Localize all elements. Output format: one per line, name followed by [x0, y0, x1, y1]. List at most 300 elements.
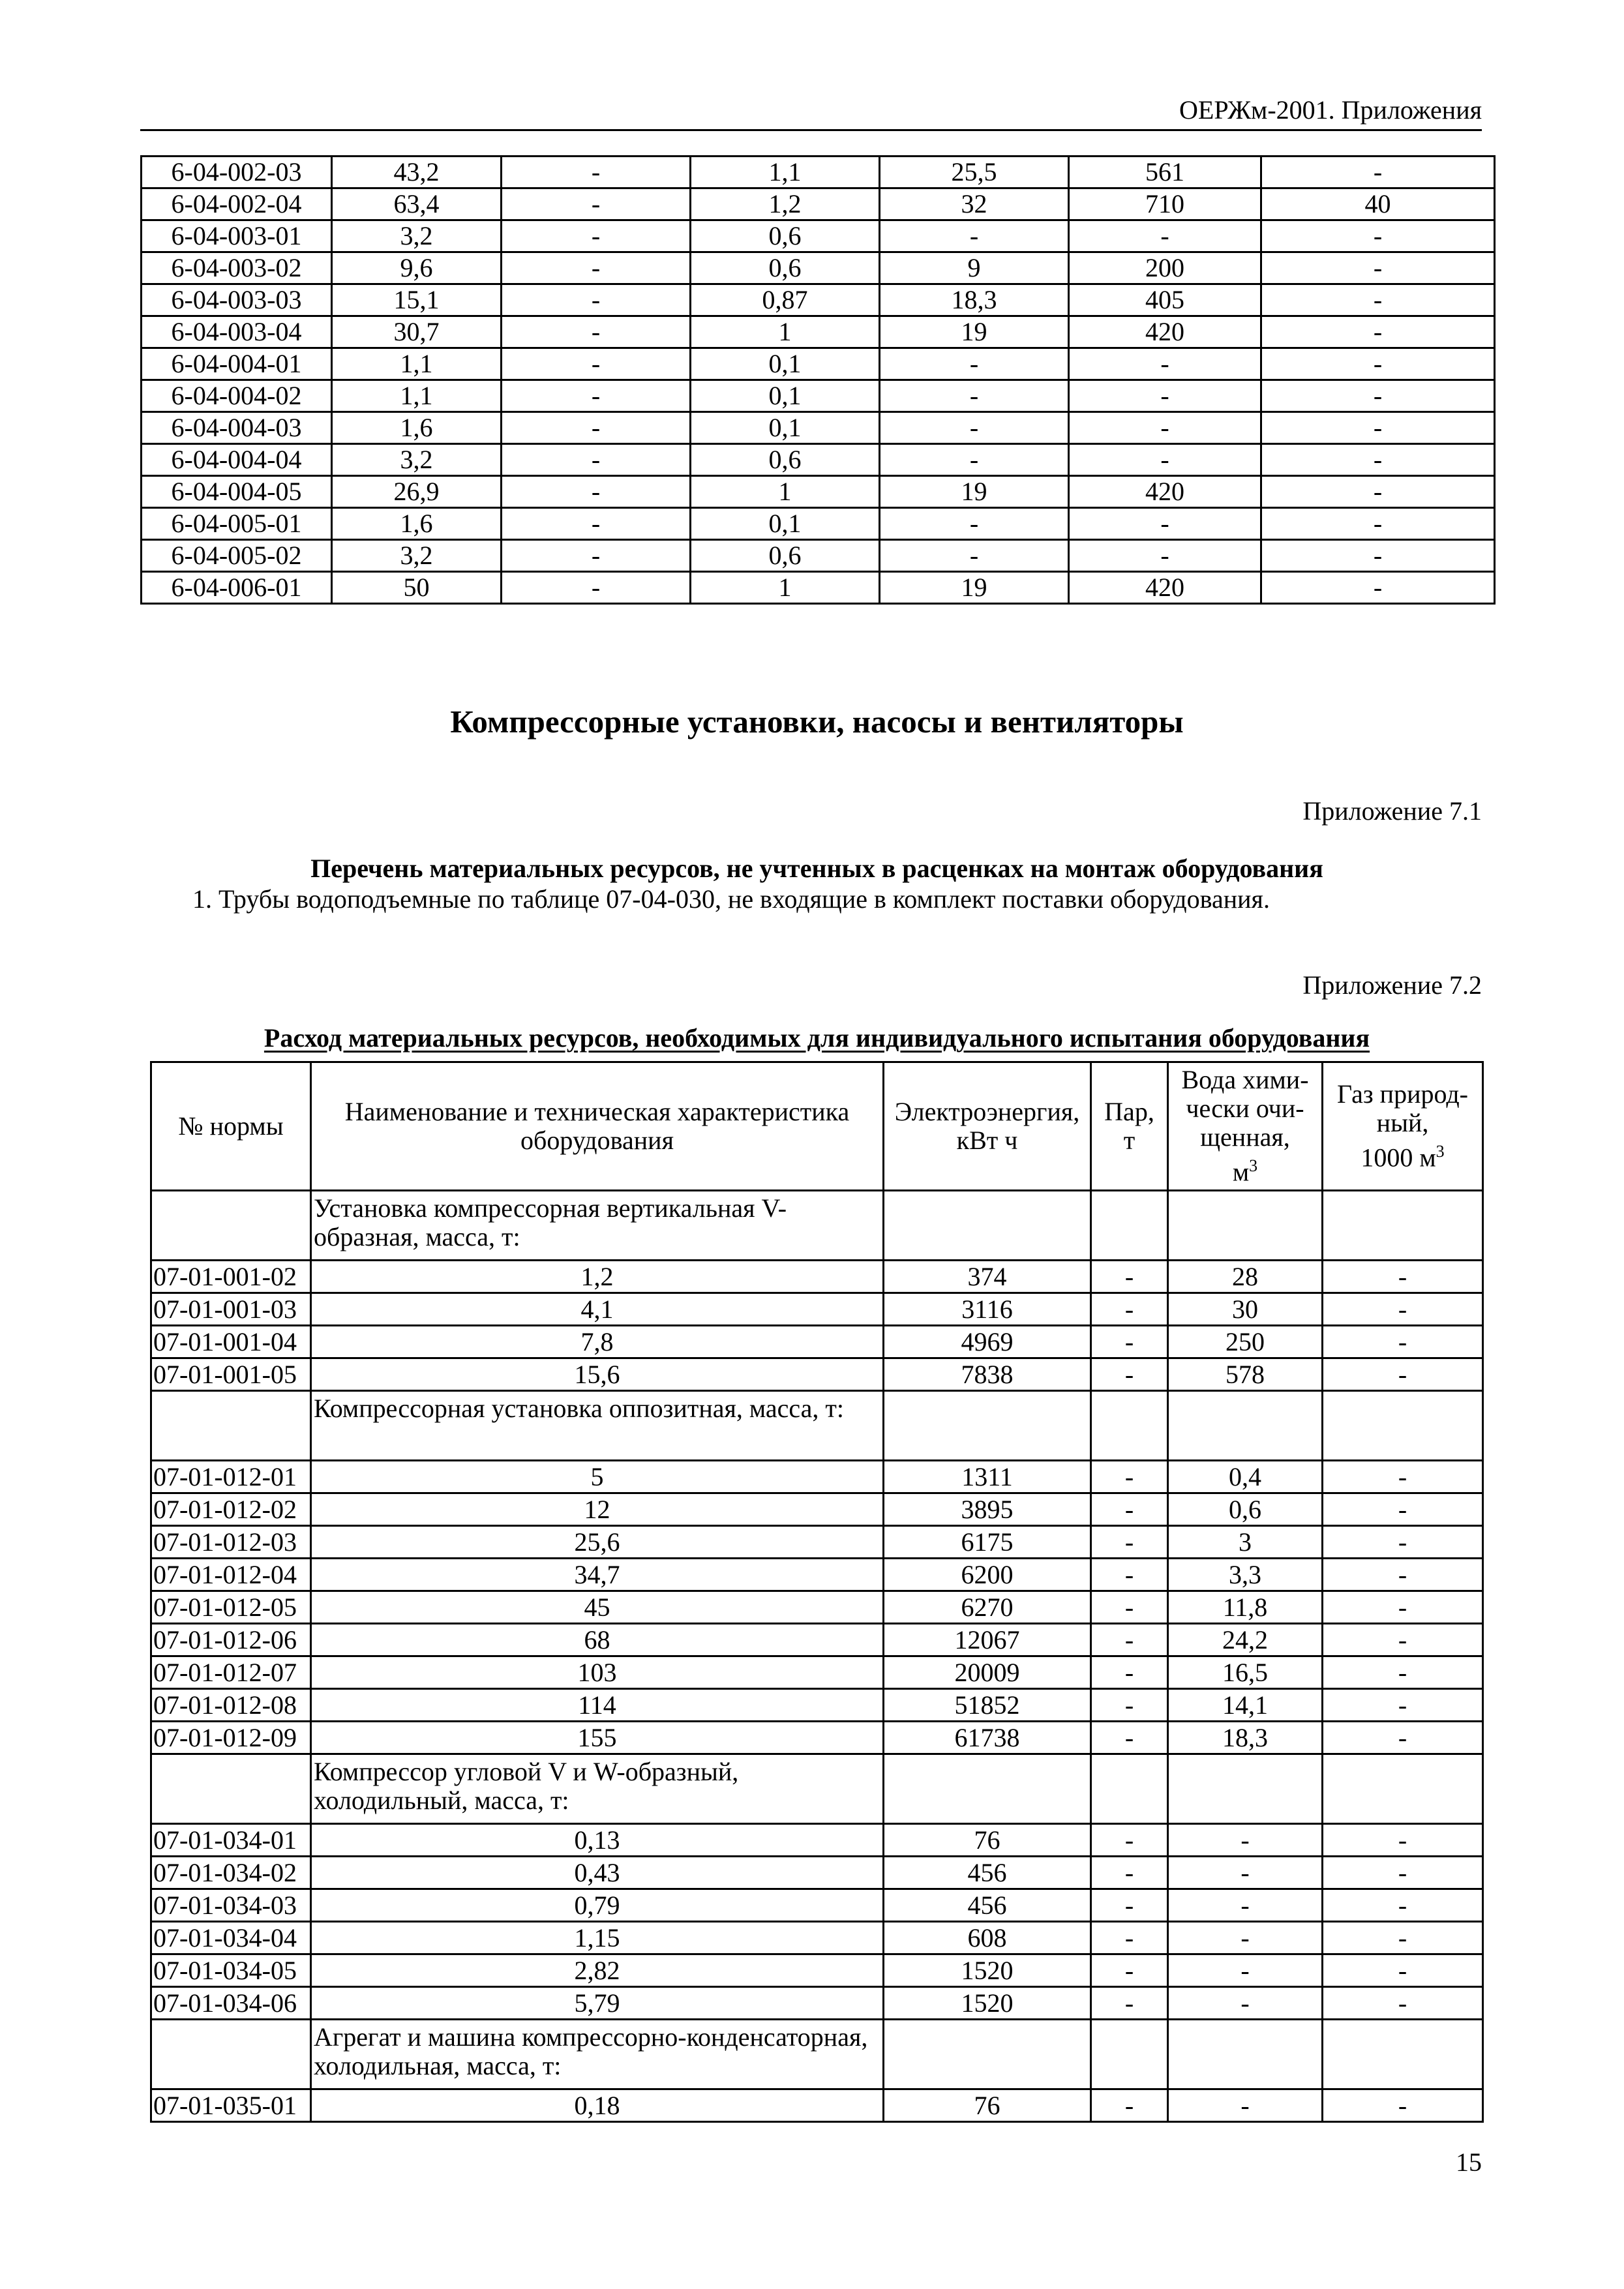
table-cell: -: [502, 157, 691, 188]
table-cell: 710: [1069, 188, 1261, 220]
table-cell: -: [1091, 1559, 1168, 1591]
table-row: [151, 1624, 1483, 1656]
table-cell: -: [880, 508, 1069, 540]
table-cell: -: [1323, 1261, 1483, 1293]
section-title: Компрессорные установки, насосы и вентиляторы: [450, 704, 1184, 740]
table-cell: 19: [880, 476, 1069, 508]
table-row: [142, 540, 1495, 572]
table-cell: -: [1323, 1326, 1483, 1358]
table-cell: -: [1261, 348, 1495, 380]
table-cell: -: [1091, 1461, 1168, 1493]
table-cell: -: [502, 284, 691, 316]
table-cell: -: [1261, 540, 1495, 572]
table-cell: 26,9: [332, 476, 502, 508]
table-row: [151, 1824, 1483, 1857]
table-cell: -: [1323, 1954, 1483, 1987]
table-cell: 1,6: [332, 412, 502, 444]
table-cell: -: [1091, 1889, 1168, 1922]
table-cell: 19: [880, 316, 1069, 348]
table-cell: -: [502, 380, 691, 412]
table-cell: 18,3: [1168, 1722, 1323, 1754]
table-cell: -: [1323, 1824, 1483, 1857]
norm-code: 07-01-034-06: [151, 1987, 311, 2020]
table-cell: -: [1069, 540, 1261, 572]
table-cell: 24,2: [1168, 1624, 1323, 1656]
table-cell: 0,43: [311, 1857, 884, 1889]
table-cell: 7,8: [311, 1326, 884, 1358]
empty-cell: [884, 1391, 1091, 1461]
table-cell: 30,7: [332, 316, 502, 348]
norm-code: 07-01-012-05: [151, 1591, 311, 1624]
group-label: Агрегат и машина компрессорно-конденсаторная, холодильная, масса, т:: [311, 2020, 884, 2089]
table-cell: -: [1168, 1889, 1323, 1922]
table-cell: 155: [311, 1722, 884, 1754]
group-label: Установка компрессорная вертикальная V-образная, масса, т:: [311, 1191, 884, 1261]
table-cell: -: [1091, 1722, 1168, 1754]
table-cell: 0,6: [691, 252, 880, 284]
table-cell: 578: [1168, 1358, 1323, 1391]
norm-code: 07-01-012-04: [151, 1559, 311, 1591]
table-cell: -: [1168, 1857, 1323, 1889]
table-row: [151, 1326, 1483, 1358]
table-row: [142, 508, 1495, 540]
table-cell: -: [1323, 1293, 1483, 1326]
table-cell: 1,2: [691, 188, 880, 220]
table-row: [142, 380, 1495, 412]
table-cell: -: [1091, 1261, 1168, 1293]
empty-cell: [1168, 1754, 1323, 1824]
table-cell: 420: [1069, 476, 1261, 508]
table-cell: 6-04-003-01: [142, 220, 332, 252]
table-cell: -: [502, 540, 691, 572]
table-cell: -: [1323, 1857, 1483, 1889]
table-cell: -: [1323, 1526, 1483, 1559]
table-cell: -: [1261, 252, 1495, 284]
table-cell: 11,8: [1168, 1591, 1323, 1624]
table-cell: -: [1261, 444, 1495, 476]
table-row: [151, 1954, 1483, 1987]
table-cell: -: [1069, 220, 1261, 252]
header-rule: [140, 129, 1482, 131]
empty-cell: [1168, 1191, 1323, 1261]
table-cell: 40: [1261, 188, 1495, 220]
table-cell: -: [1091, 1326, 1168, 1358]
table-cell: 0,6: [1168, 1493, 1323, 1526]
table-cell: 0,6: [691, 540, 880, 572]
table-cell: 405: [1069, 284, 1261, 316]
table-cell: 9,6: [332, 252, 502, 284]
norm-code: 07-01-012-02: [151, 1493, 311, 1526]
group-row: [151, 2020, 1483, 2089]
table-cell: -: [502, 220, 691, 252]
table-cell: -: [1091, 1526, 1168, 1559]
table-cell: 1520: [884, 1954, 1091, 1987]
empty-cell: [151, 1754, 311, 1824]
norm-code: 07-01-001-03: [151, 1293, 311, 1326]
table-cell: 12: [311, 1493, 884, 1526]
table-row: [151, 1591, 1483, 1624]
table-cell: -: [1091, 1358, 1168, 1391]
table-row: [151, 1722, 1483, 1754]
norm-code: 07-01-034-02: [151, 1857, 311, 1889]
table-cell: -: [502, 252, 691, 284]
table-cell: 5: [311, 1461, 884, 1493]
table-cell: -: [1091, 2089, 1168, 2122]
table-cell: -: [1323, 1922, 1483, 1954]
empty-cell: [1323, 1191, 1483, 1261]
table-row: [151, 1526, 1483, 1559]
table-cell: 3,2: [332, 444, 502, 476]
table-cell: -: [1091, 1293, 1168, 1326]
table-cell: -: [1261, 476, 1495, 508]
table-cell: -: [880, 220, 1069, 252]
table-cell: 19: [880, 572, 1069, 604]
table-row: [151, 1689, 1483, 1722]
norm-code: 07-01-001-04: [151, 1326, 311, 1358]
empty-cell: [1091, 2020, 1168, 2089]
table-cell: -: [1261, 412, 1495, 444]
table-cell: 0,4: [1168, 1461, 1323, 1493]
norm-code: 07-01-012-03: [151, 1526, 311, 1559]
table-cell: 0,1: [691, 380, 880, 412]
table-cell: -: [880, 540, 1069, 572]
table-cell: 1: [691, 316, 880, 348]
empty-cell: [1168, 1391, 1323, 1461]
empty-cell: [884, 2020, 1091, 2089]
table-row: [142, 412, 1495, 444]
header-steam: Пар, т: [1091, 1062, 1168, 1191]
table-cell: 20009: [884, 1656, 1091, 1689]
table-row: [142, 316, 1495, 348]
table-cell: -: [1168, 1824, 1323, 1857]
table-cell: 4969: [884, 1326, 1091, 1358]
appendix-7-2-label: Приложение 7.2: [1302, 970, 1482, 1000]
table-cell: -: [502, 508, 691, 540]
table-cell: 43,2: [332, 157, 502, 188]
table-cell: -: [1069, 444, 1261, 476]
table-cell: 0,1: [691, 508, 880, 540]
table-cell: -: [1261, 572, 1495, 604]
table-cell: 6-04-004-01: [142, 348, 332, 380]
table-cell: -: [1323, 1358, 1483, 1391]
table-cell: 6-04-005-01: [142, 508, 332, 540]
table-cell: 0,87: [691, 284, 880, 316]
table-cell: 1520: [884, 1987, 1091, 2020]
table-cell: 6270: [884, 1591, 1091, 1624]
table-cell: 4,1: [311, 1293, 884, 1326]
table-cell: 15,1: [332, 284, 502, 316]
table-row: [151, 1922, 1483, 1954]
table-cell: 1,6: [332, 508, 502, 540]
table-cell: 6175: [884, 1526, 1091, 1559]
table-cell: -: [1323, 1461, 1483, 1493]
table-cell: 6-04-006-01: [142, 572, 332, 604]
table-cell: -: [1323, 1689, 1483, 1722]
table-row: [142, 476, 1495, 508]
norm-code: 07-01-012-06: [151, 1624, 311, 1656]
table-cell: 561: [1069, 157, 1261, 188]
empty-cell: [1091, 1754, 1168, 1824]
appendix-7-1-title: Перечень материальных ресурсов, не учтенных в расценках на монтаж оборудования: [310, 854, 1323, 883]
table-cell: -: [1091, 1591, 1168, 1624]
table-cell: 3,2: [332, 540, 502, 572]
norm-code: 07-01-035-01: [151, 2089, 311, 2122]
table-cell: -: [1168, 2089, 1323, 2122]
table-cell: -: [880, 380, 1069, 412]
table-cell: -: [1091, 1824, 1168, 1857]
table-cell: -: [502, 476, 691, 508]
table-row: [142, 444, 1495, 476]
table-cell: -: [1168, 1922, 1323, 1954]
table-cell: 6-04-005-02: [142, 540, 332, 572]
table-cell: -: [502, 572, 691, 604]
appendix-7-1-item: 1. Трубы водоподъемные по таблице 07-04-030, не входящие в комплект поставки оборудования.: [192, 884, 1270, 914]
table-cell: 1,1: [332, 348, 502, 380]
table-cell: -: [1091, 1493, 1168, 1526]
empty-cell: [884, 1754, 1091, 1824]
table-row: [142, 284, 1495, 316]
table-cell: 5,79: [311, 1987, 884, 2020]
table-cell: -: [1069, 348, 1261, 380]
table-row: [151, 1889, 1483, 1922]
empty-cell: [1323, 2020, 1483, 2089]
empty-cell: [1091, 1191, 1168, 1261]
table-cell: -: [1323, 1722, 1483, 1754]
table-cell: 6-04-002-03: [142, 157, 332, 188]
table-cell: 34,7: [311, 1559, 884, 1591]
table-cell: 3: [1168, 1526, 1323, 1559]
table-cell: -: [1323, 1493, 1483, 1526]
table-cell: 3,3: [1168, 1559, 1323, 1591]
table-cell: 6-04-004-04: [142, 444, 332, 476]
table-cell: 76: [884, 2089, 1091, 2122]
table-cell: -: [502, 412, 691, 444]
table-cell: 250: [1168, 1326, 1323, 1358]
table-cell: 7838: [884, 1358, 1091, 1391]
table-cell: 76: [884, 1824, 1091, 1857]
norm-code: 07-01-012-01: [151, 1461, 311, 1493]
table-cell: -: [1091, 1689, 1168, 1722]
table-cell: 45: [311, 1591, 884, 1624]
table-cell: 0,1: [691, 412, 880, 444]
table-row: [151, 2089, 1483, 2122]
header-water: Вода хими- чески очи- щенная, $м^3$: [1168, 1062, 1323, 1191]
table-cell: -: [1261, 508, 1495, 540]
table-cell: 1,15: [311, 1922, 884, 1954]
table-cell: -: [1323, 1559, 1483, 1591]
running-header: ОЕРЖм-2001. Приложения: [1179, 95, 1482, 125]
table-cell: 28: [1168, 1261, 1323, 1293]
table-cell: -: [502, 444, 691, 476]
table-cell: -: [1323, 1987, 1483, 2020]
table-cell: 374: [884, 1261, 1091, 1293]
table-cell: -: [1091, 1954, 1168, 1987]
group-row: [151, 1391, 1483, 1461]
table-cell: 6-04-002-04: [142, 188, 332, 220]
table-row: [151, 1261, 1483, 1293]
resources-table-body: [151, 1191, 1483, 2122]
table-row: [142, 252, 1495, 284]
empty-cell: [1168, 2020, 1323, 2089]
table-cell: 63,4: [332, 188, 502, 220]
table-row: [151, 1293, 1483, 1326]
table-cell: -: [1323, 2089, 1483, 2122]
table-cell: 50: [332, 572, 502, 604]
table-cell: -: [1091, 1656, 1168, 1689]
table-cell: -: [1069, 508, 1261, 540]
continuation-table: [140, 155, 1496, 605]
table-row: [151, 1461, 1483, 1493]
table-cell: 30: [1168, 1293, 1323, 1326]
table-cell: 0,6: [691, 220, 880, 252]
norm-code: 07-01-001-02: [151, 1261, 311, 1293]
table-cell: -: [1261, 220, 1495, 252]
empty-cell: [151, 1391, 311, 1461]
group-row: [151, 1191, 1483, 1261]
table-row: [151, 1656, 1483, 1689]
table-cell: 61738: [884, 1722, 1091, 1754]
resources-table: [150, 1061, 1484, 2123]
table-cell: 608: [884, 1922, 1091, 1954]
table-cell: 51852: [884, 1689, 1091, 1722]
table-cell: -: [1261, 157, 1495, 188]
table-cell: 6-04-003-02: [142, 252, 332, 284]
norm-code: 07-01-034-01: [151, 1824, 311, 1857]
table-cell: 14,1: [1168, 1689, 1323, 1722]
table-cell: 0,1: [691, 348, 880, 380]
table-cell: -: [1323, 1889, 1483, 1922]
table-cell: 1,1: [332, 380, 502, 412]
norm-code: 07-01-012-08: [151, 1689, 311, 1722]
empty-cell: [1091, 1391, 1168, 1461]
appendix-7-2-title: Расход материальных ресурсов, необходимых для индивидуального испытания оборудования: [263, 1023, 1370, 1053]
table-cell: 68: [311, 1624, 884, 1656]
table-row: [151, 1559, 1483, 1591]
table-cell: 6-04-003-04: [142, 316, 332, 348]
table-cell: 0,6: [691, 444, 880, 476]
empty-cell: [151, 2020, 311, 2089]
group-label: Компрессорная установка оппозитная, масса, т:: [311, 1391, 884, 1461]
table-cell: -: [880, 348, 1069, 380]
norm-code: 07-01-034-04: [151, 1922, 311, 1954]
table-cell: -: [1069, 412, 1261, 444]
table-cell: -: [1091, 1857, 1168, 1889]
table-cell: -: [1323, 1656, 1483, 1689]
table-cell: 200: [1069, 252, 1261, 284]
empty-cell: [151, 1191, 311, 1261]
table-cell: -: [1261, 284, 1495, 316]
group-row: [151, 1754, 1483, 1824]
header-name: Наименование и техническая характеристика оборудования: [311, 1062, 884, 1191]
table-cell: -: [1168, 1987, 1323, 2020]
table-cell: 0,13: [311, 1824, 884, 1857]
table-cell: -: [1168, 1954, 1323, 1987]
table-cell: 456: [884, 1857, 1091, 1889]
table-cell: 12067: [884, 1624, 1091, 1656]
table-cell: 3895: [884, 1493, 1091, 1526]
table-cell: 114: [311, 1689, 884, 1722]
table-cell: 6-04-004-03: [142, 412, 332, 444]
resources-table-header: [151, 1062, 1483, 1191]
table-cell: 0,18: [311, 2089, 884, 2122]
norm-code: 07-01-012-07: [151, 1656, 311, 1689]
table-cell: -: [502, 188, 691, 220]
table-cell: 103: [311, 1656, 884, 1689]
table-cell: -: [880, 412, 1069, 444]
table-cell: 6-04-004-02: [142, 380, 332, 412]
appendix-7-1-label: Приложение 7.1: [1302, 796, 1482, 826]
table-cell: 1: [691, 572, 880, 604]
table-cell: 9: [880, 252, 1069, 284]
table-cell: 3,2: [332, 220, 502, 252]
norm-code: 07-01-034-05: [151, 1954, 311, 1987]
table-cell: 2,82: [311, 1954, 884, 1987]
table-cell: 1,2: [311, 1261, 884, 1293]
table-cell: -: [1323, 1591, 1483, 1624]
table-cell: -: [1069, 380, 1261, 412]
table-cell: 1311: [884, 1461, 1091, 1493]
group-label: Компрессор угловой V и W-образный, холодильный, масса, т:: [311, 1754, 884, 1824]
empty-cell: [884, 1191, 1091, 1261]
table-cell: -: [1261, 380, 1495, 412]
norm-code: 07-01-001-05: [151, 1358, 311, 1391]
table-cell: 15,6: [311, 1358, 884, 1391]
table-cell: -: [502, 316, 691, 348]
table-row: [142, 188, 1495, 220]
empty-cell: [1323, 1754, 1483, 1824]
table-cell: -: [1323, 1624, 1483, 1656]
table-cell: 6-04-004-05: [142, 476, 332, 508]
table-cell: 32: [880, 188, 1069, 220]
table-row: [142, 348, 1495, 380]
table-cell: 1: [691, 476, 880, 508]
page-number: 15: [1456, 2147, 1482, 2177]
table-cell: 420: [1069, 316, 1261, 348]
table-cell: 1,1: [691, 157, 880, 188]
table-cell: 25,5: [880, 157, 1069, 188]
table-cell: 25,6: [311, 1526, 884, 1559]
table-cell: -: [1261, 316, 1495, 348]
table-row: [151, 1987, 1483, 2020]
table-row: [151, 1358, 1483, 1391]
header-gas: Газ природ- ный, 1000 $м^3$: [1323, 1062, 1483, 1191]
table-cell: 6-04-003-03: [142, 284, 332, 316]
norm-code: 07-01-012-09: [151, 1722, 311, 1754]
continuation-table-body: [142, 157, 1495, 604]
table-cell: 6200: [884, 1559, 1091, 1591]
table-row: [151, 1857, 1483, 1889]
table-cell: 456: [884, 1889, 1091, 1922]
table-cell: -: [502, 348, 691, 380]
table-row: [142, 157, 1495, 188]
header-power: Электроэнергия, кВт ч: [884, 1062, 1091, 1191]
table-cell: 420: [1069, 572, 1261, 604]
table-row: [142, 220, 1495, 252]
table-row: [142, 572, 1495, 604]
table-cell: 3116: [884, 1293, 1091, 1326]
table-cell: -: [1091, 1922, 1168, 1954]
norm-code: 07-01-034-03: [151, 1889, 311, 1922]
table-cell: 16,5: [1168, 1656, 1323, 1689]
table-cell: -: [1091, 1624, 1168, 1656]
table-row: [151, 1493, 1483, 1526]
table-cell: -: [1091, 1987, 1168, 2020]
empty-cell: [1323, 1391, 1483, 1461]
table-cell: -: [880, 444, 1069, 476]
table-cell: 0,79: [311, 1889, 884, 1922]
header-norm: № нормы: [151, 1062, 311, 1191]
table-cell: 18,3: [880, 284, 1069, 316]
